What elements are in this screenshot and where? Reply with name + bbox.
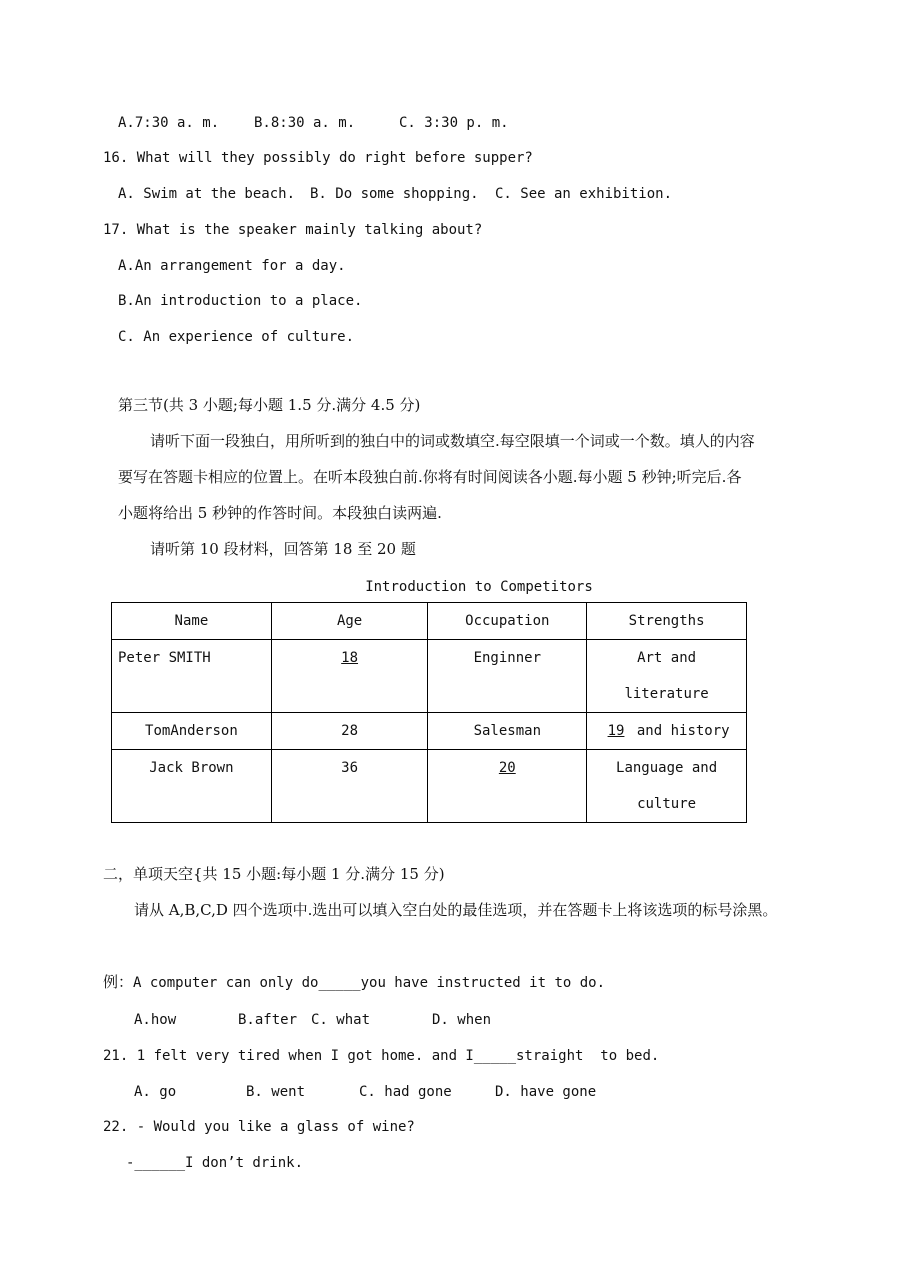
header-occupation: Occupation <box>428 603 587 640</box>
part2-instruction: 请从 A,B,C,D 四个选项中.选出可以填入空白处的最佳选项，并在答题卡上将该选项的标号涂黑。 <box>134 901 778 919</box>
table-row <box>112 750 747 823</box>
q16-option-b: B. Do some shopping. <box>310 186 479 202</box>
blank-20: 20 <box>498 760 516 776</box>
q17-option-a: A.An arrangement for a day. <box>118 258 346 274</box>
example-line <box>103 973 605 992</box>
example-option-c: C. what <box>311 1012 371 1028</box>
table-header-row <box>112 603 747 640</box>
example-text: A computer can only do_____you have instructed it to do. <box>133 975 606 991</box>
cell-occupation <box>428 750 587 823</box>
cell-strengths <box>587 750 747 823</box>
q17-option-b: B.An introduction to a place. <box>118 293 363 309</box>
q21-option-c: C. had gone <box>359 1084 452 1100</box>
q16-option-c: C. See an exhibition. <box>495 186 673 202</box>
q21-option-b: B. went <box>246 1084 306 1100</box>
strengths-tail: and history <box>636 723 730 739</box>
cell-name: Jack Brown <box>112 750 272 823</box>
cell-name: Peter SMITH <box>112 640 272 713</box>
table-row <box>112 640 747 713</box>
cell-occupation: Salesman <box>428 713 587 750</box>
cell-age: 28 <box>271 713 428 750</box>
strengths-line-2: culture <box>637 796 697 812</box>
cell-strengths <box>587 640 747 713</box>
q15-option-c: C. 3:30 p. m. <box>399 115 509 131</box>
q15-option-a: A.7:30 a. m. <box>118 115 220 131</box>
q15-option-b: B.8:30 a. m. <box>254 115 356 131</box>
header-strengths: Strengths <box>587 603 747 640</box>
cell-occupation: Enginner <box>428 640 587 713</box>
q22-reply: -______I don’t drink. <box>126 1155 304 1171</box>
strengths-line-1: Language and <box>616 760 718 776</box>
q16-option-a: A. Swim at the beach. <box>118 186 296 202</box>
competitors-table <box>111 602 747 823</box>
section3-instruction-4: 请听第 10 段材料，回答第 18 至 20 题 <box>150 540 416 558</box>
q21-question: 21. 1 felt very tired when I got home. and I_____straight to bed. <box>103 1048 660 1064</box>
table-caption: Introduction to Competitors <box>365 579 593 595</box>
part2-heading: 二，单项天空{共 15 小题:每小题 1 分.满分 15 分) <box>103 865 445 883</box>
blank-19: 19 <box>607 723 625 739</box>
table-row <box>112 713 747 750</box>
cell-age: 36 <box>271 750 428 823</box>
q17-question: 17. What is the speaker mainly talking about? <box>103 222 483 238</box>
q22-question: 22. - Would you like a glass of wine? <box>103 1119 415 1135</box>
example-prefix: 例： <box>103 973 134 991</box>
section3-instruction-3: 小题将给出 5 秒钟的作答时间。本段独白读两遍. <box>118 504 442 522</box>
strengths-line-2: literature <box>624 686 709 702</box>
cell-strengths <box>587 713 747 750</box>
cell-age <box>271 640 428 713</box>
age-answer: 18 <box>341 650 359 666</box>
example-option-b: B.after <box>238 1012 298 1028</box>
strengths-line-1: Art and <box>637 650 697 666</box>
section3-heading: 第三节(共 3 小题;每小题 1.5 分.满分 4.5 分) <box>118 396 421 414</box>
header-name: Name <box>112 603 272 640</box>
example-option-d: D. when <box>432 1012 492 1028</box>
header-age: Age <box>271 603 428 640</box>
cell-name: TomAnderson <box>112 713 272 750</box>
q17-option-c: C. An experience of culture. <box>118 329 355 345</box>
section3-instruction-1: 请听下面一段独白，用所听到的独白中的词或数填空.每空限填一个词或一个数。填人的内容 <box>150 432 755 450</box>
section3-instruction-2: 要写在答题卡相应的位置上。在听本段独白前.你将有时间阅读各小题.每小题 5 秒钟;听完后.各 <box>118 468 742 486</box>
q16-question: 16. What will they possibly do right before supper? <box>103 150 533 166</box>
example-option-a: A.how <box>134 1012 177 1028</box>
q21-option-a: A. go <box>134 1084 177 1100</box>
q21-option-d: D. have gone <box>495 1084 597 1100</box>
